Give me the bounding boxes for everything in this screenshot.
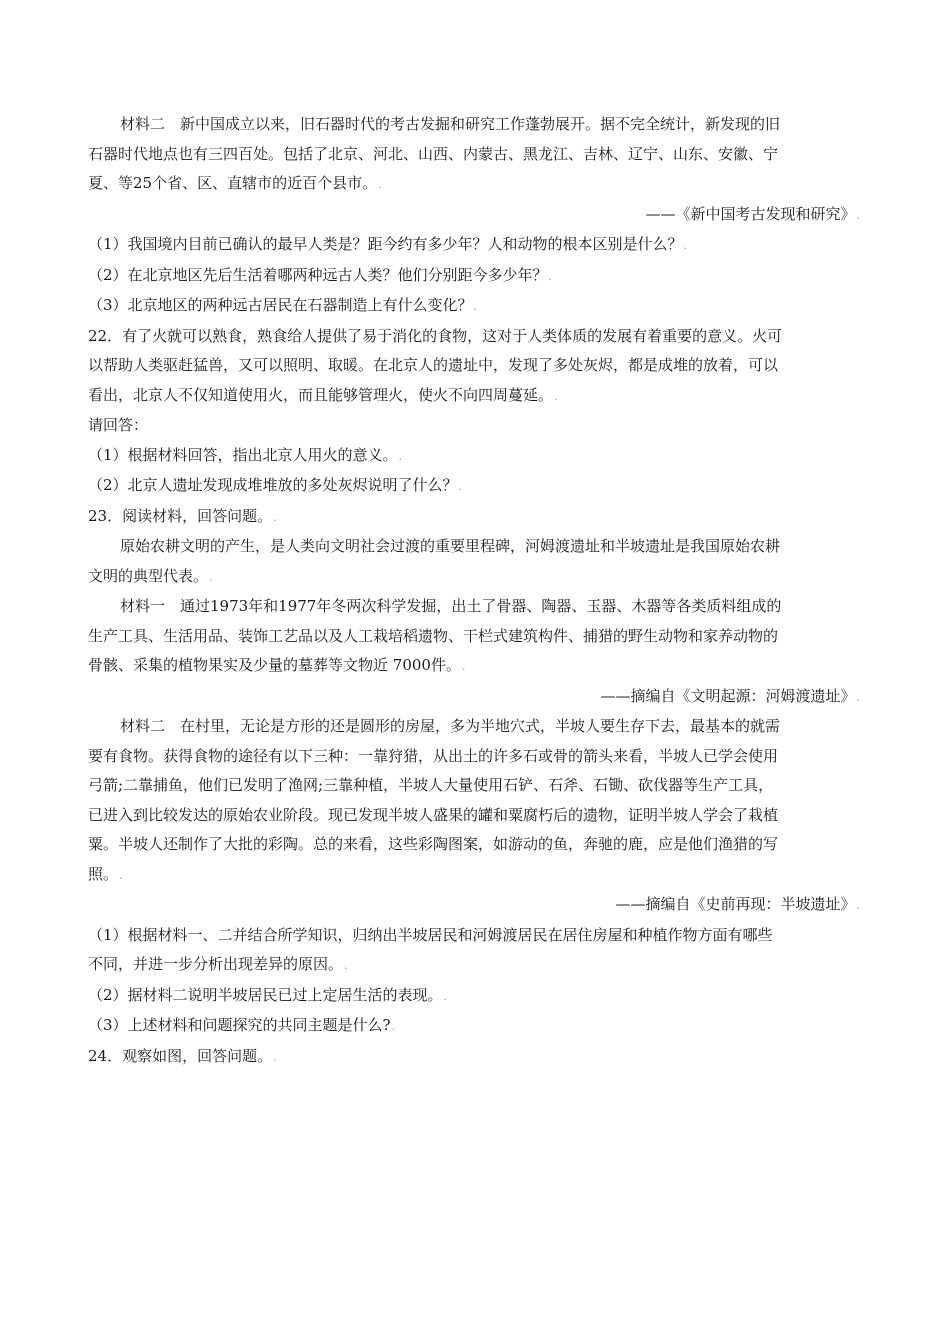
sub-question: （1）根据材料回答，指出北京人用火的意义。. — [88, 445, 403, 464]
material-two-line: 照。. — [88, 864, 123, 883]
question-22-text: 以帮助人类驱赶猛兽，又可以照明、取暖。在北京人的遗址中，发现了多处灰烬，都是成堆的放着，可以 — [88, 356, 779, 374]
question-23-title: 23．阅读材料，回答问题。. — [88, 506, 277, 525]
material-one-line: 材料一 通过1973年和1977年冬两次科学发掘，出土了骨器、陶器、玉器、木器等各类质料组成的 — [120, 597, 782, 615]
sub-question: （1）根据材料一、二并结合所学知识，归纳出半坡居民和河姆渡居民在居住房屋和种植作物方面有哪些 — [88, 925, 773, 944]
sub-question: （3）上述材料和问题探究的共同主题是什么?. — [88, 1016, 396, 1034]
source-citation: ——摘编自《文明起源：河姆渡遗址》. — [600, 686, 860, 705]
intro-text-line: 原始农耕文明的产生，是人类向文明社会过渡的重要里程碑，河姆渡遗址和半坡遗址是我国原始农耕 — [120, 537, 781, 555]
source-citation: ——《新中国考古发现和研究》. — [645, 204, 860, 223]
question-22-text: 22．有了火就可以熟食，熟食给人提供了易于消化的食物，这对于人类体质的发展有着重要的意义。火可 — [88, 326, 783, 345]
material-text-line: 夏、等25个省、区、直辖市的近百个县市。. — [88, 174, 382, 192]
material-two-line: 已进入到比较发达的原始农业阶段。现已发现半坡人盛果的罐和粟腐朽后的遗物，证明半坡人学会了栽植 — [88, 805, 779, 824]
sub-question: （1）我国境内目前已确认的最早人类是？距今约有多少年？人和动物的根本区别是什么？. — [88, 235, 688, 253]
material-one-line: 骨骸、采集的植物果实及少量的墓葬等文物近 7000件。. — [88, 656, 466, 674]
material-two-line: 弓箭;二靠捕鱼，他们已发明了渔网;三靠种植，半坡人大量使用石铲、石斧、石锄、砍伐器等生产工具， — [88, 776, 774, 794]
exam-page — [88, 110, 860, 1072]
material-two-line: 材料二 在村里，无论是方形的还是圆形的房屋，多为半地穴式，半坡人要生存下去，最基本的就需 — [120, 717, 781, 735]
material-two-line: 粟。半坡人还制作了大批的彩陶。总的来看，这些彩陶图案，如游动的鱼，奔驰的鹿，应是他们渔猎的写 — [88, 835, 779, 853]
question-22-prompt: 请回答： — [88, 416, 149, 434]
material-text-line: 石器时代地点也有三四百处。包括了北京、河北、山西、内蒙古、黑龙江、吉林、辽宁、山东、安徽、宁 — [88, 144, 779, 163]
question-22-text: 看出，北京人不仅知道使用火，而且能够管理火，使火不向四周蔓延。. — [88, 385, 558, 404]
material-text-line: 材料二 新中国成立以来，旧石器时代的考古发掘和研究工作蓬勃展开。据不完全统计，新发现的旧 — [120, 115, 781, 133]
question-24-title: 24．观察如图，回答问题。. — [88, 1046, 277, 1065]
sub-question: 不同，并进一步分析出现差异的原因。. — [88, 955, 348, 973]
sub-question: （2）在北京地区先后生活着哪两种远古人类？他们分别距今多少年？. — [88, 265, 553, 284]
intro-text-line: 文明的典型代表。. — [88, 566, 213, 585]
sub-question: （2）北京人遗址发现成堆堆放的多处灰烬说明了什么？. — [88, 476, 463, 494]
material-one-line: 生产工具、生活用品、装饰工艺品以及人工栽培稻遗物、干栏式建筑构件、捕猎的野生动物和家养动物的 — [88, 626, 779, 645]
material-two-line: 要有食物。获得食物的途径有以下三种：一靠狩猎，从出土的许多石或骨的箭头来看，半坡人已学会使用 — [88, 746, 779, 765]
source-citation: ——摘编自《史前再现：半坡遗址》. — [615, 895, 860, 913]
sub-question: （2）据材料二说明半坡居民已过上定居生活的表现。. — [88, 985, 448, 1004]
sub-question: （3）北京地区的两种远古居民在石器制造上有什么变化？. — [88, 296, 478, 314]
